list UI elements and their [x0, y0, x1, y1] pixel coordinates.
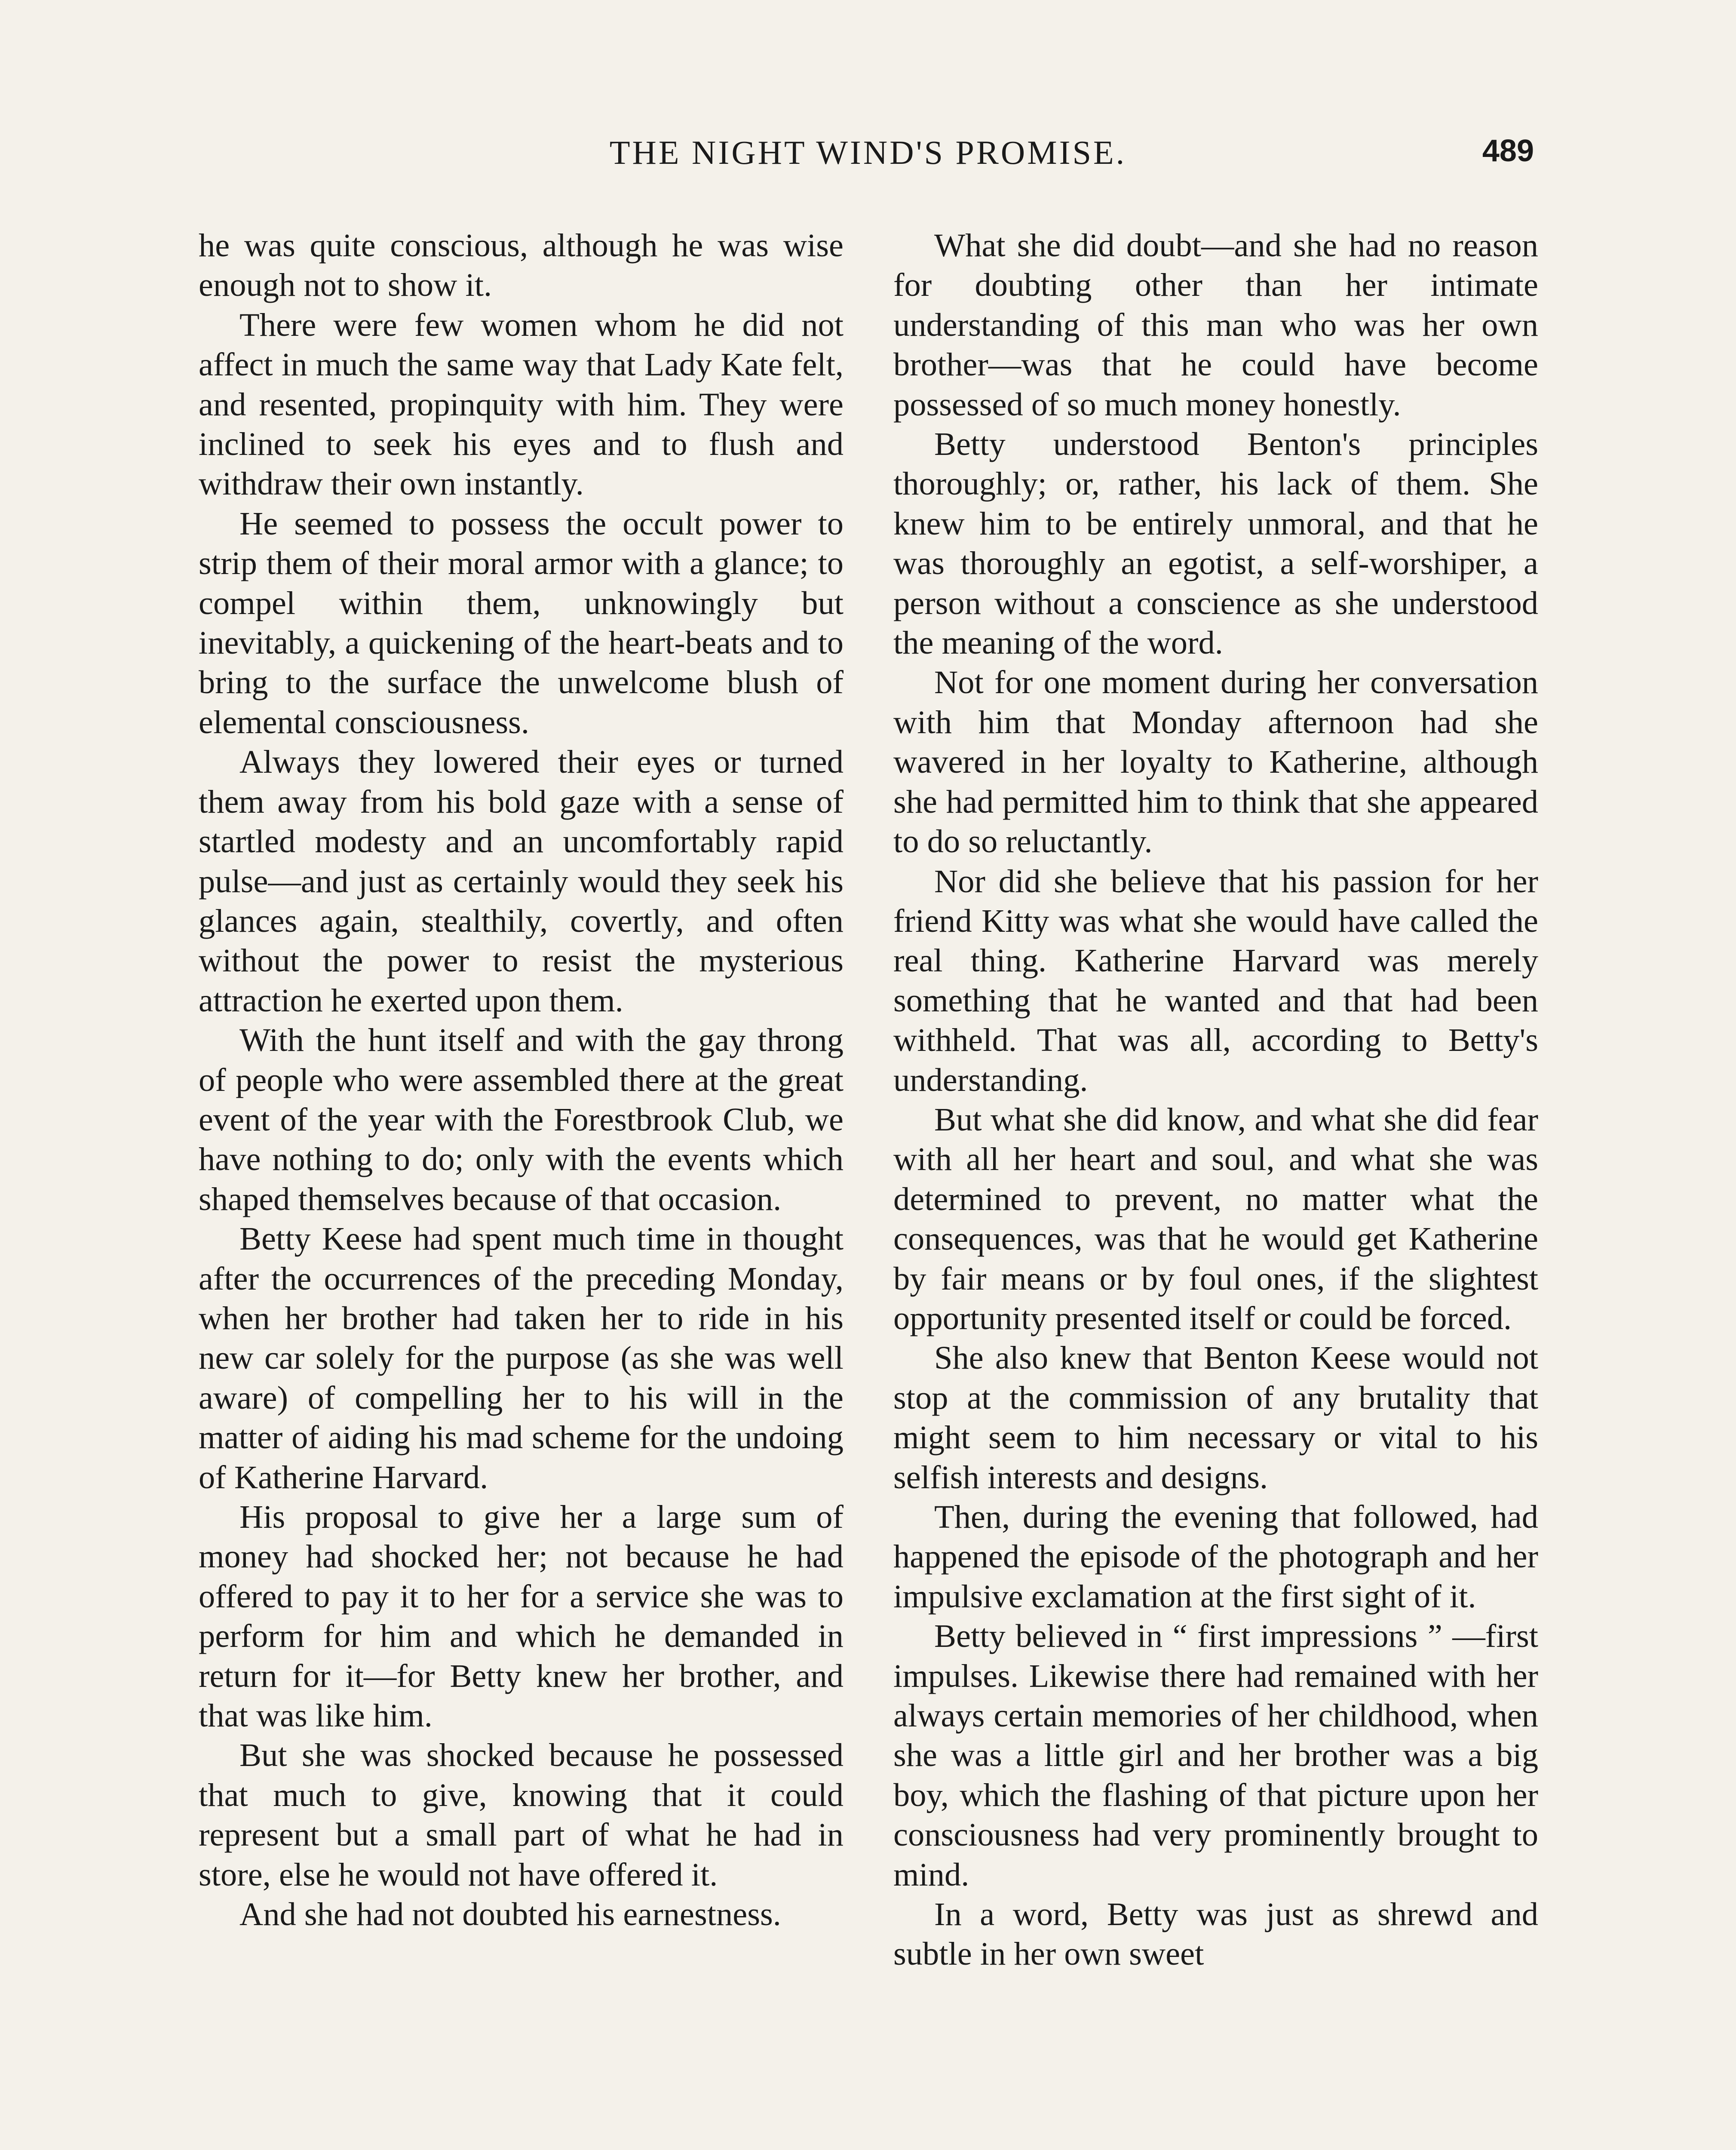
paragraph: There were few women whom he did not affect in much the same way that Lady Kate felt, and resented, propinquity with him. They were inclined to seek his eyes and to flush and withdraw their own instantly.: [199, 306, 843, 502]
running-title: THE NIGHT WIND'S PROMISE.: [609, 134, 1127, 171]
paragraph: Betty believed in “ first impressions ” —first impulses. Likewise there had remained with her always certain memories of her childhood, when she was a little girl and her brother was a big boy, which the flashing of that picture upon her consciousness had very prominently brought to mind.: [893, 1618, 1538, 1893]
left-column: [199, 226, 843, 1934]
page-number: 489: [1482, 134, 1534, 168]
paragraph: What she did doubt—and she had no reason for doubting other than her intimate understanding of this man who was her own brother—was that he could have become possessed of so much money honestly.: [893, 227, 1538, 423]
paragraph: She also knew that Benton Keese would not stop at the commission of any brutality that might seem to him necessary or vital to his selfish interests and designs.: [893, 1339, 1538, 1496]
paragraph: But what she did know, and what she did fear with all her heart and soul, and what she was determined to prevent, no matter what the consequences, was that he would get Katherine by fair means or by foul ones, if the slightest opportunity presented itself or could be forced.: [893, 1101, 1538, 1336]
paragraph: Then, during the evening that followed, had happened the episode of the photograph and her impulsive exclamation at the first sight of it.: [893, 1499, 1538, 1615]
paragraph: In a word, Betty was just as shrewd and subtle in her own sweet: [893, 1896, 1538, 1972]
paragraph: But she was shocked because he possessed that much to give, knowing that it could represent but a small part of what he had in store, else he would not have offered it.: [199, 1737, 843, 1893]
paragraph: And she had not doubted his earnestness.: [239, 1896, 781, 1933]
right-column: [893, 226, 1538, 1974]
paragraph: With the hunt itself and with the gay throng of people who were assembled there at the great event of the year with the Forestbrook Club, we have nothing to do; only with the events which shaped themselves because of that occasion.: [199, 1022, 843, 1217]
paragraph: He seemed to possess the occult power to strip them of their moral armor with a glance; to compel within them, unknowingly but inevitably, a quickening of the heart-beats and to bring to the surface the unwelcome blush of elemental consciousness.: [199, 505, 843, 740]
paragraph: Betty Keese had spent much time in thought after the occurrences of the preceding Monday, when her brother had taken her to ride in his new car solely for the purpose (as she was well aware) of compelling her to his will in the matter of aiding his mad scheme for the undoing of Katherine Harvard.: [199, 1220, 843, 1496]
paragraph: His proposal to give her a large sum of money had shocked her; not because he had offered to pay it to her for a service she was to perform for him and which he demanded in return for it—for Betty knew her brother, and that was like him.: [199, 1499, 843, 1734]
paragraph: Nor did she believe that his passion for her friend Kitty was what she would have called the real thing. Katherine Harvard was merely something that he wanted and that had been withheld. That was all, according to Betty's understanding.: [893, 863, 1538, 1098]
paragraph: he was quite conscious, although he was wise enough not to show it.: [199, 227, 843, 304]
paragraph: Betty understood Benton's principles thoroughly; or, rather, his lack of them. She knew him to be entirely unmoral, and that he was thoroughly an egotist, a self-worshiper, a person without a conscience as she understood the meaning of the word.: [893, 426, 1538, 661]
paragraph: Not for one moment during her conversation with him that Monday afternoon had she wavered in her loyalty to Katherine, although she had permitted him to think that she appeared to do so reluctantly.: [893, 664, 1538, 860]
paragraph: Always they lowered their eyes or turned them away from his bold gaze with a sense of startled modesty and an uncomfortably rapid pulse—and just as certainly would they seek his glances again, stealthily, covertly, and often without the power to resist the mysterious attraction he exerted upon them.: [199, 743, 843, 1019]
